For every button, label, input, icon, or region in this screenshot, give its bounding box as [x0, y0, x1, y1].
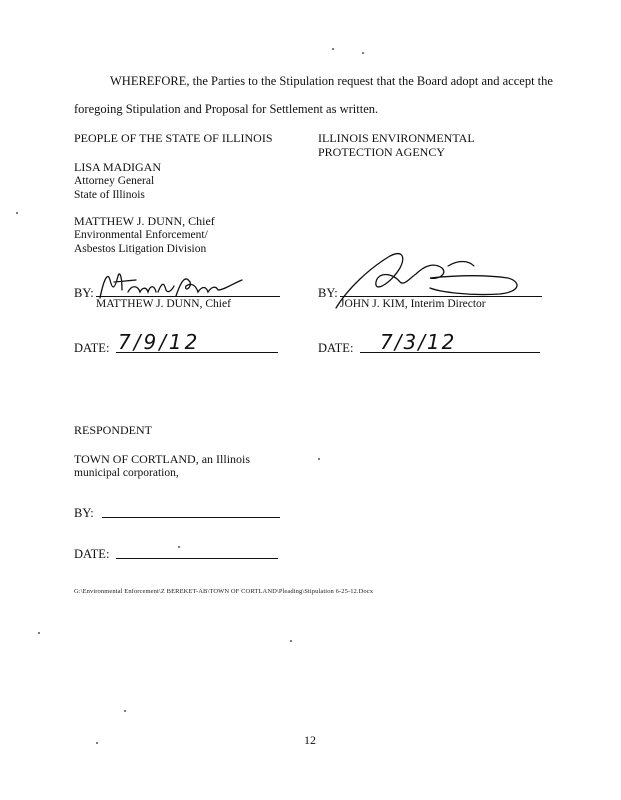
left-signer2-name: MATTHEW J. DUNN, Chief: [74, 214, 215, 228]
scan-speck: [178, 546, 180, 548]
left-party-heading: PEOPLE OF THE STATE OF ILLINOIS: [74, 131, 273, 145]
respondent-name-line1: TOWN OF CORTLAND, an Illinois: [74, 452, 251, 466]
right-party-heading-line2: PROTECTION AGENCY: [318, 145, 446, 159]
right-by-caption: JOHN J. KIM, Interim Director: [340, 298, 486, 310]
page-number: 12: [304, 733, 316, 747]
scan-speck: [16, 212, 18, 214]
right-date-value: 7/3/12: [380, 330, 457, 354]
scan-speck: [96, 742, 98, 744]
left-date-value: 7/9/12: [118, 330, 201, 354]
scan-speck: [332, 48, 334, 50]
scan-speck: [38, 632, 40, 634]
scan-speck: [318, 458, 320, 460]
right-party-heading-line1: ILLINOIS ENVIRONMENTAL: [318, 131, 475, 145]
left-by-caption: MATTHEW J. DUNN, Chief: [96, 298, 231, 310]
respondent-name-line2: municipal corporation,: [74, 467, 179, 479]
left-date-label: DATE:: [74, 341, 110, 355]
left-signer2-title1: Environmental Enforcement/: [74, 229, 208, 241]
left-signer1-title2: State of Illinois: [74, 189, 145, 201]
respondent-heading: RESPONDENT: [74, 423, 153, 437]
footer-file-path: G:\Environmental Enforcement\Z BEREKET-AB\TOWN OF CORTLAND\Pleading\Stipulation 6-25-12.Docx: [74, 588, 374, 595]
left-signer1-name: LISA MADIGAN: [74, 160, 161, 174]
respondent-by-line[interactable]: [102, 517, 280, 518]
respondent-by-label: BY:: [74, 506, 94, 520]
body-paragraph-line1: WHEREFORE, the Parties to the Stipulation request that the Board adopt and accept the: [110, 74, 553, 88]
right-date-label: DATE:: [318, 341, 354, 355]
respondent-date-label: DATE:: [74, 547, 110, 561]
left-signer1-title1: Attorney General: [74, 175, 155, 187]
scan-speck: [124, 710, 126, 712]
scan-speck: [290, 640, 292, 642]
left-signer2-title2: Asbestos Litigation Division: [74, 243, 207, 255]
body-paragraph-line2: foregoing Stipulation and Proposal for Settlement as written.: [74, 102, 379, 116]
right-by-label: BY:: [318, 286, 338, 300]
respondent-date-line[interactable]: [116, 558, 278, 559]
scan-speck: [362, 52, 364, 54]
left-by-label: BY:: [74, 286, 94, 300]
